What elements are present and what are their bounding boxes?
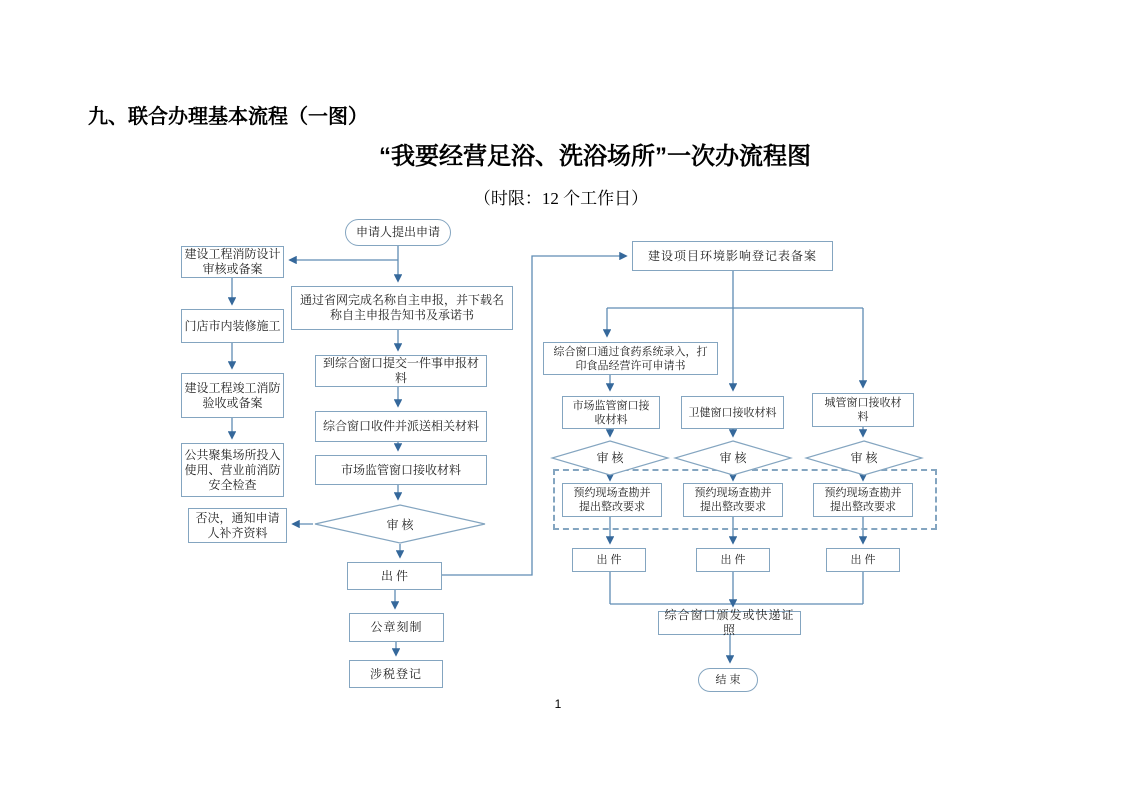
node-fire-safety-check: 公共聚集场所投入使用、营业前消防安全检查 — [181, 443, 284, 497]
review-health-label: 审核 — [719, 451, 750, 465]
node-fire-completion: 建设工程竣工消防验收或备案 — [181, 373, 284, 418]
node-license-delivery: 综合窗口颁发或快递证照 — [658, 611, 801, 635]
section-heading: 九、联合办理基本流程（一图） — [88, 106, 368, 128]
node-seal-carving: 公章刻制 — [349, 613, 444, 642]
node-review-market — [550, 440, 670, 476]
node-survey-market: 预约现场查勘并提出整改要求 — [562, 483, 662, 517]
node-issue-mid: 出件 — [347, 562, 442, 590]
review-mid-label: 审核 — [386, 517, 417, 532]
node-issue-health: 出件 — [696, 548, 770, 572]
page-title: “我要经营足浴、洗浴场所”一次办流程图 — [379, 143, 811, 170]
node-review-mid — [313, 504, 487, 544]
time-limit-subtitle: （时限：12 个工作日） — [473, 189, 649, 208]
node-market-receive-right: 市场监管窗口接收材料 — [562, 396, 660, 429]
node-survey-urban: 预约现场查勘并提出整改要求 — [813, 483, 913, 517]
review-urban-label: 审核 — [850, 451, 881, 465]
node-review-urban — [804, 440, 924, 476]
node-urban-receive: 城管窗口接收材料 — [812, 393, 914, 427]
node-end: 结束 — [698, 668, 758, 692]
node-issue-urban: 出件 — [826, 548, 900, 572]
page-number: 1 — [554, 697, 562, 711]
review-market-label: 审核 — [596, 451, 627, 465]
node-start: 申请人提出申请 — [345, 219, 451, 246]
node-market-receive-mid: 市场监管窗口接收材料 — [315, 455, 487, 485]
node-submit-materials: 到综合窗口提交一件事申报材料 — [315, 355, 487, 387]
node-tax-registration: 涉税登记 — [349, 660, 443, 688]
node-food-system: 综合窗口通过食药系统录入，打印食品经营许可申请书 — [543, 342, 718, 375]
node-issue-market: 出件 — [572, 548, 646, 572]
node-health-receive: 卫健窗口接收材料 — [681, 396, 784, 429]
node-survey-health: 预约现场查勘并提出整改要求 — [683, 483, 783, 517]
node-decoration: 门店市内装修施工 — [181, 309, 284, 343]
node-reject-notice: 否决，通知申请人补齐资料 — [188, 508, 287, 543]
node-name-declare: 通过省网完成名称自主申报，并下载名称自主申报告知书及承诺书 — [291, 286, 513, 330]
node-review-health — [673, 440, 793, 476]
node-fire-design: 建设工程消防设计审核或备案 — [181, 246, 284, 278]
node-env-record: 建设项目环境影响登记表备案 — [632, 241, 833, 271]
node-dispatch: 综合窗口收件并派送相关材料 — [315, 411, 487, 442]
